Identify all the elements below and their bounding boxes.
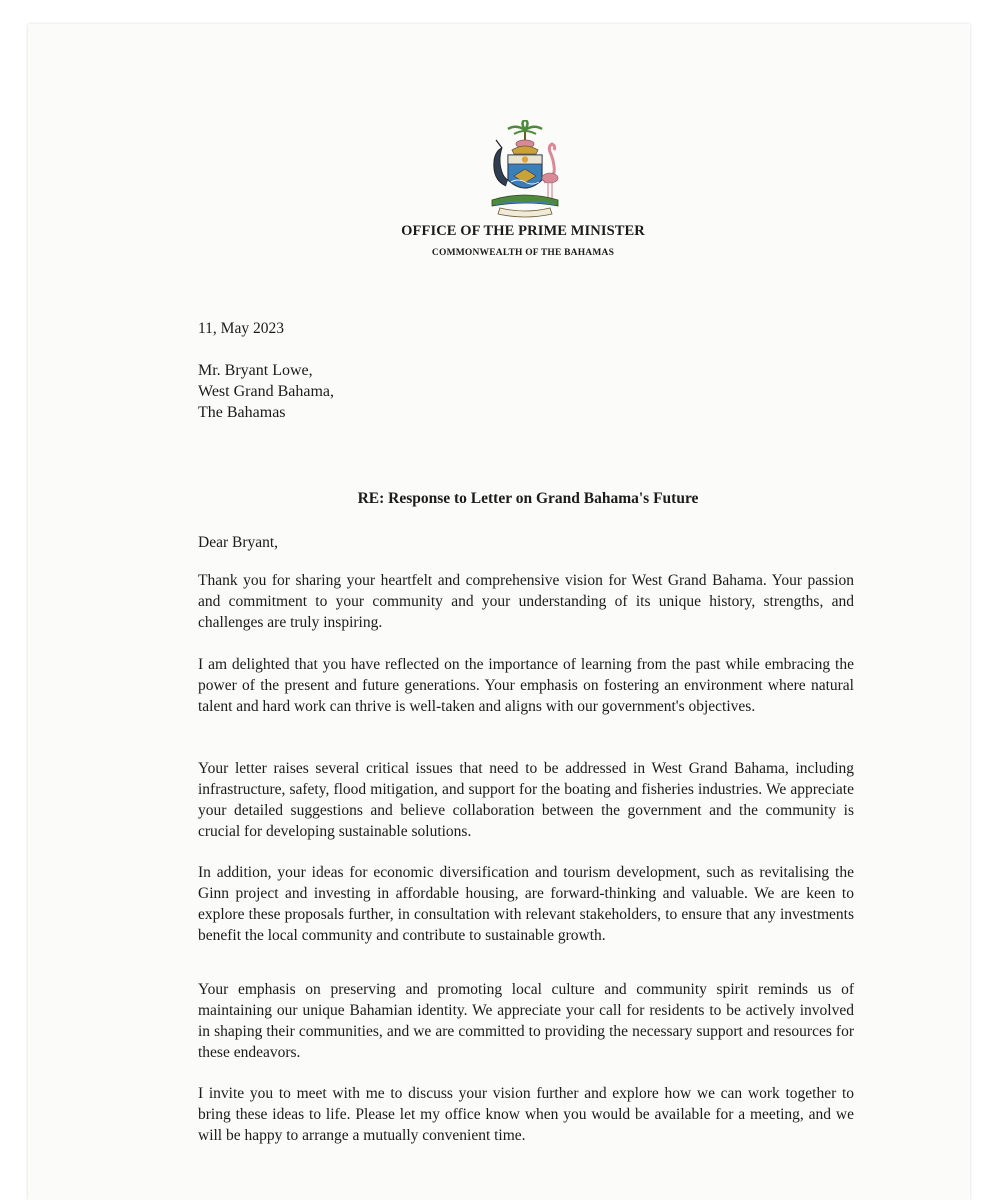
letter-page [28, 24, 970, 1200]
recipient-address [198, 360, 334, 423]
recipient-country: The Bahamas [198, 404, 286, 421]
letter-subject: RE: Response to Letter on Grand Bahama's Future [357, 490, 699, 507]
letterhead-office-title: OFFICE OF THE PRIME MINISTER [401, 223, 645, 239]
body-paragraph-3: Your letter raises several critical issues that need to be addressed in West Grand Bahama, including infrastructure, safety, flood mitigation, and support for the boating and fisheries industries. We appreciate your detailed suggestions and believe collaboration between the government and the community is crucial for developing sustainable solutions. [198, 760, 854, 840]
letterhead-country: COMMONWEALTH OF THE BAHAMAS [431, 248, 615, 258]
body-paragraph-4: In addition, your ideas for economic diversification and tourism development, such as revitalising the Ginn project and investing in affordable housing, are forward-thinking and valuable. We are keen to explore these proposals further, in consultation with relevant stakeholders, to ensure that any investments benefit the local community and contribute to sustainable growth. [198, 864, 854, 944]
bahamas-coat-of-arms-icon [478, 120, 572, 218]
body-paragraph-2: I am delighted that you have reflected on the importance of learning from the past while embracing the power of the present and future generations. Your emphasis on fostering an environment where natural talent and hard work can thrive is well-taken and aligns with our government's objectives. [198, 656, 854, 715]
body-paragraph-5: Your emphasis on preserving and promoting local culture and community spirit reminds us of maintaining our unique Bahamian identity. We appreciate your call for residents to be actively involved in shaping their communities, and we are committed to providing the necessary support and resources for these endeavors. [198, 981, 854, 1061]
recipient-location: West Grand Bahama, [198, 383, 334, 400]
body-paragraph-1: Thank you for sharing your heartfelt and comprehensive vision for West Grand Bahama. Your passion and commitment to your community and your understanding of its unique history, strengths, and challenges are truly inspiring. [198, 572, 854, 631]
letter-salutation: Dear Bryant, [198, 534, 279, 551]
body-paragraph-6: I invite you to meet with me to discuss your vision further and explore how we can work together to bring these ideas to life. Please let my office know when you would be available for a meeting, and we will be happy to arrange a mutually convenient time. [198, 1085, 854, 1144]
recipient-name: Mr. Bryant Lowe, [198, 362, 313, 379]
letter-date: 11, May 2023 [198, 320, 284, 337]
